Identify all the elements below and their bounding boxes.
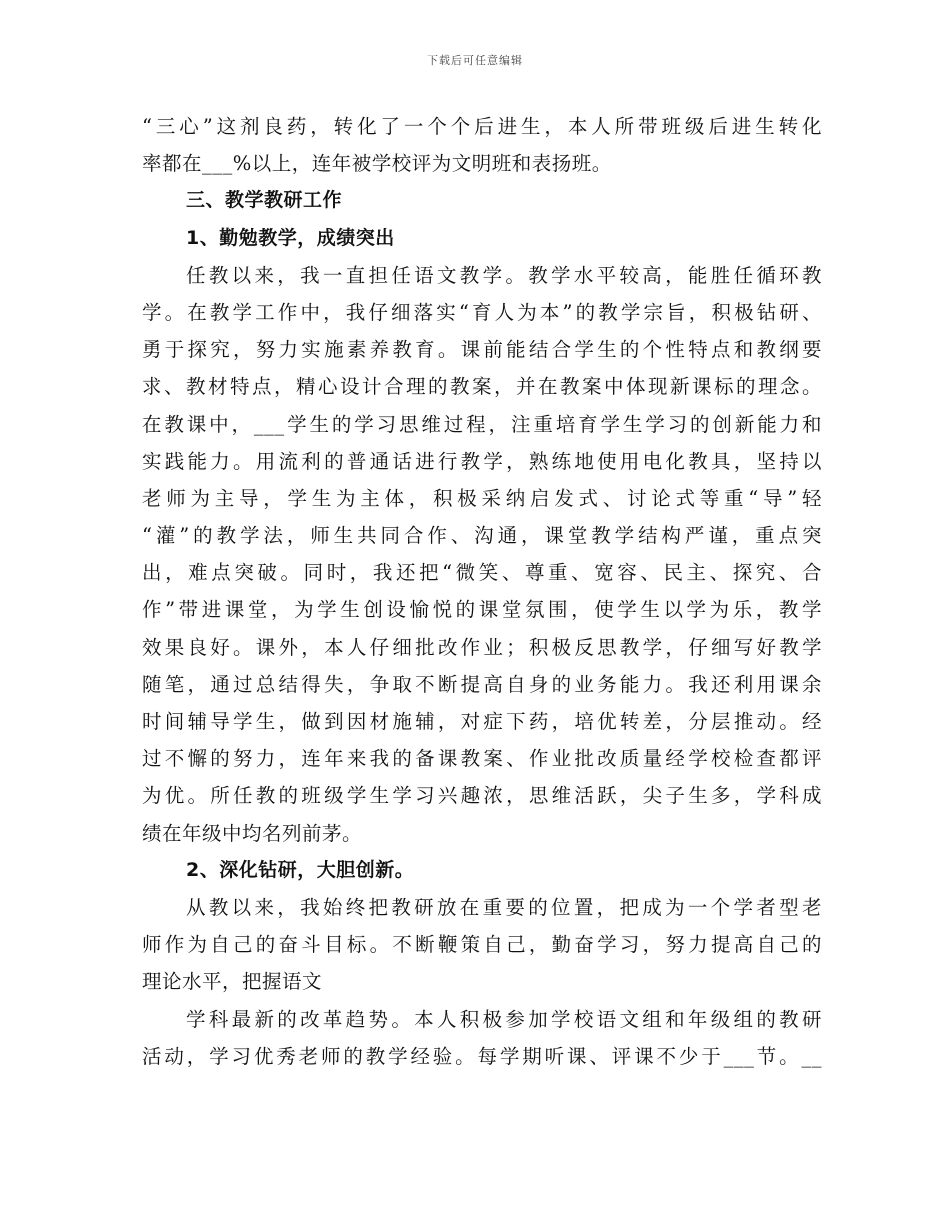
- text-line: 效果良好。课外，本人仔细批改作业；积极反思教学，仔细写好教学: [142, 635, 822, 659]
- text-line: 师作为自己的奋斗目标。不断鞭策自己，勤奋学习，努力提高自己的: [142, 933, 822, 957]
- subsection-heading: 2、深化钻研，大胆创新。: [186, 858, 415, 881]
- text-line: 理论水平，把握语文: [142, 970, 323, 994]
- section-heading: 三、教学教研工作: [186, 189, 343, 212]
- text-line: 过不懈的努力，连年来我的备课教案、作业批改质量经学校检查都评: [142, 747, 822, 771]
- text-line: 老师为主导，学生为主体，积极采纳启发式、讨论式等重“导”轻: [142, 486, 822, 510]
- text-line: 出，难点突破。同时，我还把“微笑、尊重、宽容、民主、探究、合: [142, 561, 822, 585]
- text-line: 率都在___%以上，连年被学校评为文明班和表扬班。: [142, 152, 612, 176]
- text-line: 在教课中，___学生的学习思维过程，注重培育学生学习的创新能力和: [142, 412, 822, 436]
- text-line: 求、教材特点，精心设计合理的教案，并在教案中体现新课标的理念。: [142, 375, 822, 399]
- text-line: 任教以来，我一直担任语文教学。教学水平较高，能胜任循环教: [186, 263, 822, 287]
- text-line: 勇于探究，努力实施素养教育。课前能结合学生的个性特点和教纲要: [142, 338, 822, 362]
- text-line: 活动，学习优秀老师的教学经验。每学期听课、评课不少于___节。__: [142, 1044, 822, 1068]
- text-line: 实践能力。用流利的普通话进行教学，熟练地使用电化教具，坚持以: [142, 449, 822, 473]
- page-header: 下载后可任意编辑: [427, 54, 523, 67]
- text-line: 从教以来，我始终把教研放在重要的位置，把成为一个学者型老: [186, 895, 822, 919]
- text-line: “三心”这剂良药，转化了一个个后进生，本人所带班级后进生转化: [142, 115, 822, 138]
- text-line: 时间辅导学生，做到因材施辅，对症下药，培优转差，分层推动。经: [142, 710, 822, 733]
- text-line: 作”带进课堂，为学生创设愉悦的课堂氛围，使学生以学为乐，教学: [142, 598, 822, 622]
- text-line: 为优。所任教的班级学生学习兴趣浓，思维活跃，尖子生多，学科成: [142, 784, 822, 808]
- text-line: 学。在教学工作中，我仔细落实“育人为本”的教学宗旨，积极钻研、: [142, 300, 822, 324]
- text-line: “灌”的教学法，师生共同合作、沟通，课堂教学结构严谨，重点突: [142, 524, 822, 548]
- subsection-heading: 1、勤勉教学，成绩突出: [186, 226, 395, 249]
- text-line: 学科最新的改革趋势。本人积极参加学校语文组和年级组的教研: [186, 1007, 822, 1031]
- document-body: [142, 108, 822, 1075]
- text-line: 随笔，通过总结得失，争取不断提高自身的业务能力。我还利用课余: [142, 672, 822, 696]
- text-line: 绩在年级中均名列前茅。: [142, 821, 363, 845]
